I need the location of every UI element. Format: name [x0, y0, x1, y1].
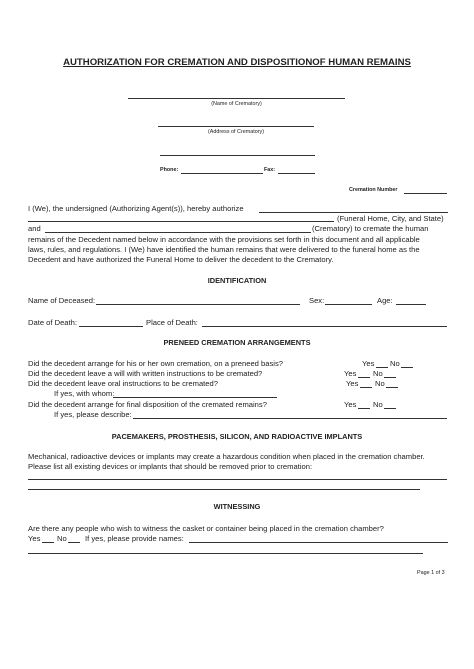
name-of-deceased-label: Name of Deceased: — [28, 296, 96, 305]
q2-no-field[interactable] — [384, 377, 396, 378]
funeral-home-field-2[interactable] — [28, 221, 334, 222]
q4-yes-label: Yes — [344, 400, 357, 409]
q3-no-label: No — [375, 379, 385, 388]
authorization-line-1: I (We), the undersigned (Authorizing Agent(s)), hereby authorize — [28, 204, 244, 213]
date-of-death-field[interactable] — [79, 326, 143, 327]
q2-yes-label: Yes — [344, 369, 357, 378]
age-label: Age: — [377, 296, 393, 305]
q1-no-label: No — [390, 359, 400, 368]
crematory-name-line[interactable] — [128, 98, 345, 99]
sex-field[interactable] — [325, 304, 372, 305]
crematory-address-label: (Address of Crematory) — [207, 129, 265, 135]
identification-heading: IDENTIFICATION — [207, 276, 267, 285]
cremation-number-label: Cremation Number — [349, 187, 398, 193]
q2-no-label: No — [373, 369, 383, 378]
witnessing-question: Are there any people who wish to witness the casket or container being placed in the cremation chamber? — [28, 524, 384, 533]
name-of-deceased-field[interactable] — [96, 304, 300, 305]
funeral-home-label: (Funeral Home, City, and State) — [337, 214, 444, 223]
q4-no-field[interactable] — [384, 408, 396, 409]
crematory-field[interactable] — [45, 232, 311, 233]
fax-label: Fax: — [264, 167, 276, 173]
devices-field-1[interactable] — [28, 479, 447, 480]
form-title: AUTHORIZATION FOR CREMATION AND DISPOSITIONOF HUMAN REMAINS — [63, 57, 411, 68]
preneed-question-1: Did the decedent arrange for his or her own cremation, on a preneed basis? — [28, 359, 283, 368]
witnessing-heading: WITNESSING — [213, 502, 261, 511]
page-number: Page 1 of 3 — [417, 570, 445, 576]
q1-no-field[interactable] — [401, 367, 413, 368]
witness-names-field[interactable] — [189, 542, 448, 543]
devices-field-2[interactable] — [28, 489, 420, 490]
describe-field[interactable] — [133, 418, 447, 419]
authorization-body-1: remains of the Decedent named below in accordance with the provisions set forth in this document and all applicable — [28, 235, 420, 244]
crematory-address-line[interactable] — [158, 126, 314, 127]
pacemakers-line-1: Mechanical, radioactive devices or implants may create a hazardous condition when placed in the cremation chamber. — [28, 452, 425, 461]
and-label: and — [28, 224, 41, 233]
crematory-suffix: (Crematory) to cremate the human — [312, 224, 429, 233]
if-yes-whom-label: If yes, with whom: — [54, 389, 115, 398]
age-field[interactable] — [396, 304, 426, 305]
if-yes-describe-label: If yes, please describe: — [54, 410, 132, 419]
authorization-body-2: laws, rules, and regulations. I (We) have identified the human remains that were delivered to the funeral home as the — [28, 245, 420, 254]
q4-no-label: No — [373, 400, 383, 409]
place-of-death-field[interactable] — [202, 326, 447, 327]
q1-yes-field[interactable] — [376, 367, 388, 368]
fax-field[interactable] — [278, 173, 315, 174]
place-of-death-label: Place of Death: — [146, 318, 198, 327]
sex-label: Sex: — [309, 296, 325, 305]
phone-label: Phone: — [160, 167, 179, 173]
phone-field[interactable] — [181, 173, 263, 174]
witness-no-field[interactable] — [68, 542, 80, 543]
q4-yes-field[interactable] — [358, 408, 370, 409]
q2-yes-field[interactable] — [358, 377, 370, 378]
witness-names-field-2[interactable] — [28, 553, 423, 554]
preneed-question-2: Did the decedent leave a will with written instructions to be cremated? — [28, 369, 263, 378]
preneed-question-4: Did the decedent arrange for final disposition of the cremated remains? — [28, 400, 267, 409]
q3-yes-label: Yes — [346, 379, 359, 388]
crematory-name-label: (Name of Crematory) — [211, 101, 262, 107]
authorization-body-3: Decedent and have authorized the Funeral Home to deliver the decedent to the Crematory. — [28, 255, 334, 264]
q3-no-field[interactable] — [386, 387, 398, 388]
preneed-question-3: Did the decedent leave oral instructions to be cremated? — [28, 379, 218, 388]
witness-no-label: No — [57, 534, 67, 543]
crematory-fax-line — [160, 155, 315, 156]
pacemakers-line-2: Please list all existing devices or implants that should be removed prior to cremation: — [28, 462, 313, 471]
witness-names-label: If yes, please provide names: — [85, 534, 184, 543]
witness-yes-field[interactable] — [42, 542, 54, 543]
q1-yes-label: Yes — [362, 359, 375, 368]
date-of-death-label: Date of Death: — [28, 318, 77, 327]
with-whom-field[interactable] — [113, 397, 277, 398]
preneed-heading: PRENEED CREMATION ARRANGEMENTS — [163, 338, 311, 347]
pacemakers-heading: PACEMAKERS, PROSTHESIS, SILICON, AND RADIOACTIVE IMPLANTS — [111, 432, 363, 441]
witness-yes-label: Yes — [28, 534, 41, 543]
q3-yes-field[interactable] — [360, 387, 372, 388]
funeral-home-field[interactable] — [259, 212, 448, 213]
cremation-number-field[interactable] — [404, 193, 447, 194]
